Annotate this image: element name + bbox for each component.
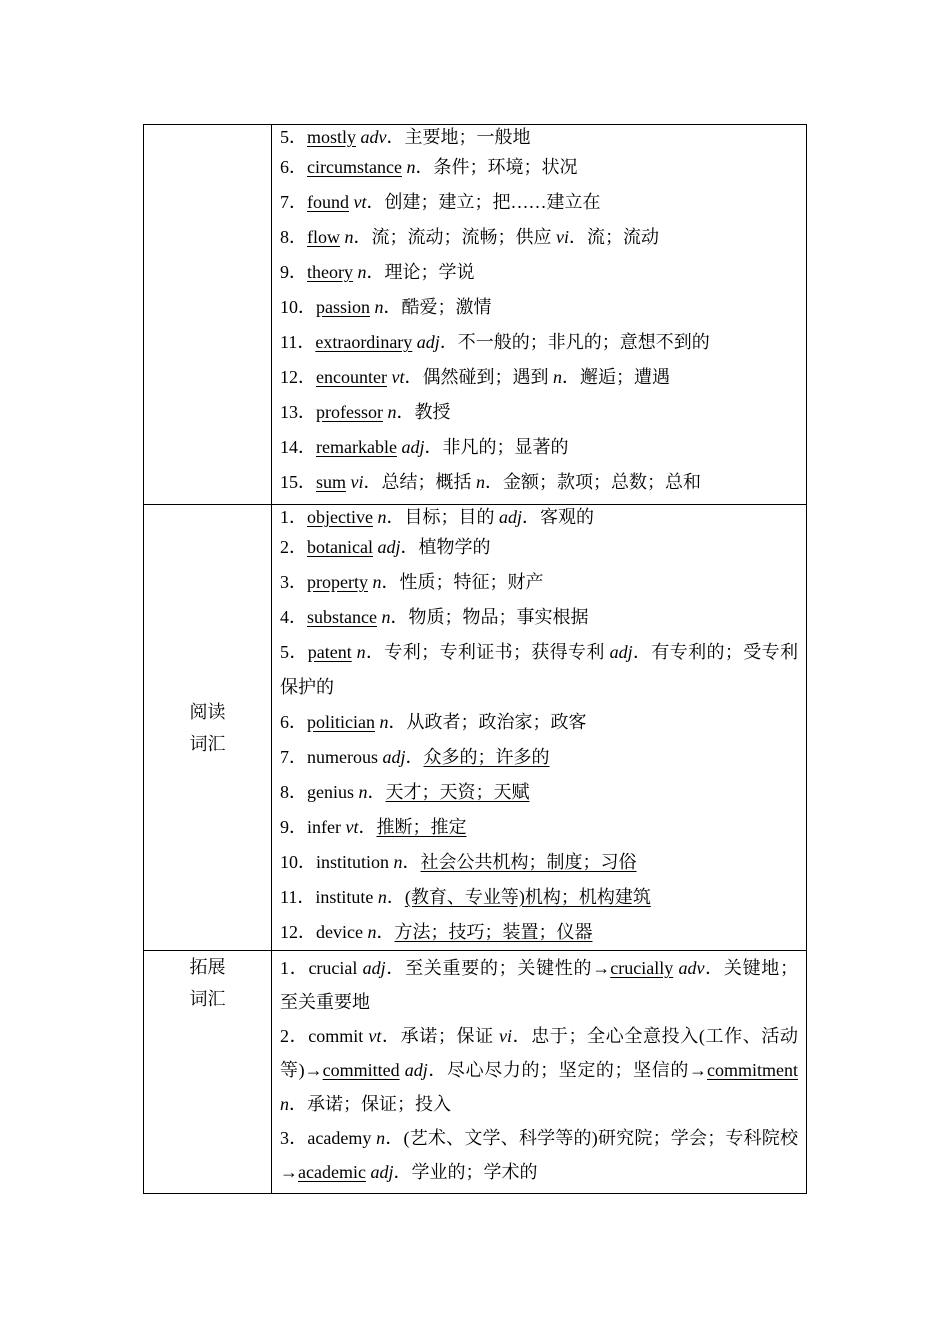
list-item: 8．flow n．流；流动；流畅；供应 vi．流；流动: [280, 227, 659, 247]
list-item: 7．numerous adj．众多的；许多的: [280, 747, 550, 767]
list-item: 1．crucial adj．至关重要的；关键性的→crucially adv．关键地；至关重要地: [280, 958, 799, 1012]
list-item: 12．encounter vt．偶然碰到；遇到 n．邂逅；遭遇: [280, 367, 670, 387]
section-label-reading: 阅读 词汇: [144, 505, 272, 951]
table-row: [144, 951, 807, 1194]
entries-cell: [272, 505, 807, 951]
list-item: 10．passion n．酷爱；激情: [280, 297, 492, 317]
list-item: 7．found vt．创建；建立；把……建立在: [280, 192, 601, 212]
list-item: 9．infer vt．推断；推定: [280, 817, 467, 837]
vocabulary-table: [143, 124, 807, 1194]
list-item: 11．extraordinary adj．不一般的；非凡的；意想不到的: [280, 332, 710, 352]
list-item: 8．genius n．天才；天资；天赋: [280, 782, 530, 802]
list-item: 3．academy n．(艺术、文学、科学等的)研究院；学会；专科院校→academic adj．学业的；学术的: [280, 1128, 799, 1182]
list-item: 4．substance n．物质；物品；事实根据: [280, 607, 589, 627]
entries-cell: [272, 125, 807, 505]
list-item: 12．device n．方法；技巧；装置；仪器: [280, 922, 593, 942]
entries-cell: [272, 951, 807, 1194]
list-item: 5．mostly adv．主要地；一般地: [280, 127, 531, 147]
list-item: 6．circumstance n．条件；环境；状况: [280, 157, 578, 177]
table-row: [144, 125, 807, 505]
list-item: 2．commit vt．承诺；保证 vi．忠于；全心全意投入(工作、活动等)→committed adj．尽心尽力的；坚定的；坚信的→commitment n．承诺；保证；投入: [280, 1026, 799, 1114]
list-item: 1．objective n．目标；目的 adj．客观的: [280, 507, 594, 527]
list-item: 5．patent n．专利；专利证书；获得专利 adj．有专利的；受专利保护的: [280, 642, 799, 697]
list-item: 3．property n．性质；特征；财产: [280, 572, 544, 592]
list-item: 14．remarkable adj．非凡的；显著的: [280, 437, 569, 457]
list-item: 6．politician n．从政者；政治家；政客: [280, 712, 587, 732]
list-item: 10．institution n．社会公共机构；制度；习俗: [280, 852, 637, 872]
list-item: 15．sum vi．总结；概括 n．金额；款项；总数；总和: [280, 472, 702, 492]
list-item: 9．theory n．理论；学说: [280, 262, 475, 282]
section-label-extended: 拓展 词汇: [144, 951, 272, 1194]
list-item: 13．professor n．教授: [280, 402, 451, 422]
table-row: [144, 505, 807, 951]
list-item: 11．institute n．(教育、专业等)机构；机构建筑: [280, 887, 651, 907]
section-label-empty: [144, 125, 272, 505]
list-item: 2．botanical adj．植物学的: [280, 537, 491, 557]
